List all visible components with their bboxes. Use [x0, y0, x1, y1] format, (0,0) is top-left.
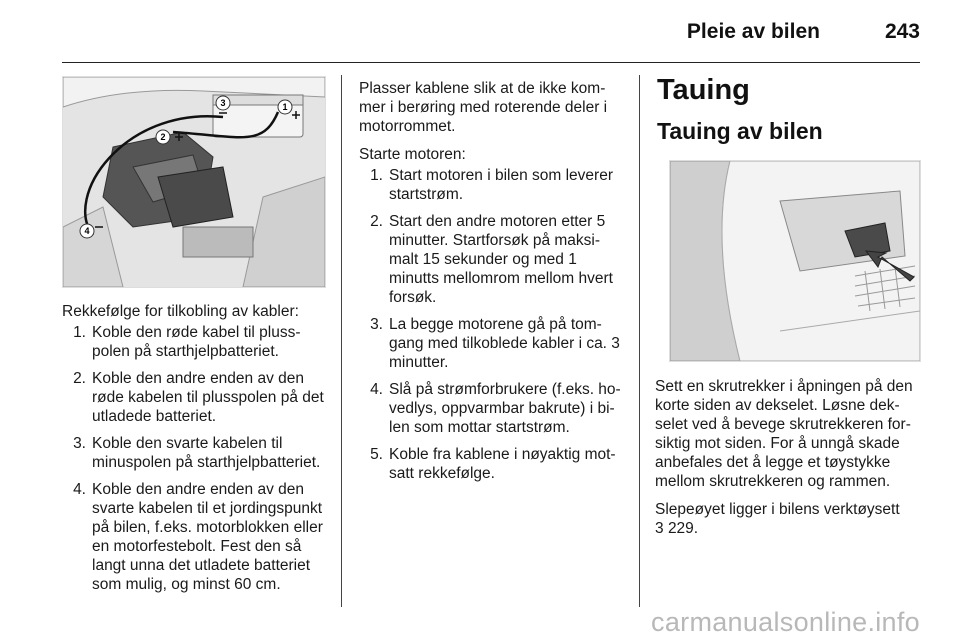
bumper-illustration	[670, 161, 920, 361]
figure-label-3: 3	[220, 98, 226, 108]
list-item: 1. Start motoren i bilen som leverer startstrøm.	[370, 167, 613, 203]
header-rule	[62, 62, 920, 63]
start-engine-list	[359, 166, 625, 483]
page-number: 243	[884, 20, 920, 43]
figure-label-2: 2	[160, 132, 166, 142]
page-ref-link[interactable]: 229.	[667, 520, 699, 537]
cable-placement-note: Plasser kablene slik at de ikke kom-mer i berøring med roterende deler i motorrommet.	[359, 80, 608, 135]
list-item: 3. Koble den svarte kabelen til minuspolen på starthjelpbatteriet.	[73, 435, 321, 471]
figure-label-1: 1	[282, 102, 288, 112]
list-item: 3. La begge motorene gå på tom-gang med tilkoblede kabler i ca. 3 minutter.	[370, 316, 620, 371]
towing-eye-cover-figure	[669, 160, 921, 362]
column-divider-2	[639, 75, 640, 607]
cable-order-intro: Rekkefølge for tilkobling av kabler:	[62, 303, 299, 320]
middle-column	[359, 79, 625, 491]
page-header-title: Pleie av bilen	[686, 20, 820, 43]
towing-eye-location: Slepeøyet ligger i bilens verktøysett 3 229.	[655, 501, 900, 537]
list-item: 2. Start den andre motoren etter 5 minutter. Startforsøk på maksi-malt 15 sekunder og med 1 minutts mellomrom mellom hvert forsøk.	[370, 213, 613, 306]
engine-bay-illustration	[63, 77, 325, 287]
list-item: 5. Koble fra kablene i nøyaktig mot-satt rekkefølge.	[370, 446, 616, 482]
column-divider-1	[341, 75, 342, 607]
start-engine-heading: Starte motoren:	[359, 146, 466, 163]
right-column	[655, 377, 923, 538]
list-item: 4. Koble den andre enden av den svarte kabelen til et jordingspunkt på bilen, f.eks. motorblokken eller en motorfestebolt. Fest den så langt unna det utladete batteriet som mulig, og minst 60 cm.	[73, 481, 323, 593]
figure-label-4: 4	[84, 226, 90, 236]
list-item: 2. Koble den andre enden av den røde kabelen til plusspolen på det utladede batteriet.	[73, 370, 324, 425]
left-column	[62, 302, 328, 602]
section-heading: Tauing	[657, 74, 750, 106]
watermark: carmanualsonline.info	[651, 607, 920, 637]
list-item: 4. Slå på strømforbrukere (f.eks. ho-vedlys, oppvarmbar bakrute) i bi-len som mottar startstrøm.	[370, 381, 621, 436]
section-subheading: Tauing av bilen	[657, 118, 823, 144]
cable-order-list	[62, 323, 328, 594]
towing-instructions: Sett en skrutrekker i åpningen på den korte siden av dekselet. Løsne dek-selet ved å bevege skrutrekkeren for-siktig mot siden. For å unngå skade anbefales det å legge et tøystykke mellom skrutrekkeren og rammen.	[655, 378, 913, 490]
list-item: 1. Koble den røde kabel til pluss-polen på starthjelpbatteriet.	[73, 324, 301, 360]
jump-start-figure	[62, 76, 326, 288]
page-ref-icon: 3	[655, 520, 664, 537]
